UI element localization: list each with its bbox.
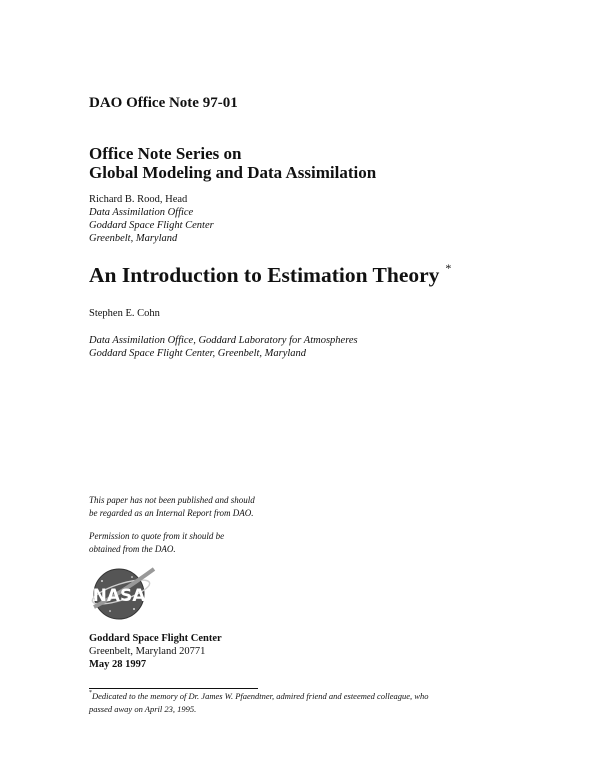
footnote-line1 (89, 691, 428, 701)
notice-line4: obtained from the DAO. (89, 544, 176, 554)
footnote-text-line1: Dedicated to the memory of Dr. James W. Pfaendtner, admired friend and esteemed colleague, who (92, 691, 429, 701)
paper-title (89, 263, 451, 288)
office-center: Goddard Space Flight Center (89, 220, 214, 231)
series-title-line2: Global Modeling and Data Assimilation (89, 163, 377, 182)
affiliation-line1: Data Assimilation Office, Goddard Laboratory for Atmospheres (89, 335, 358, 346)
footer-center-name: Goddard Space Flight Center (89, 633, 222, 644)
nasa-logo-text: NASA (92, 586, 146, 606)
office-head: Richard B. Rood, Head (89, 194, 188, 205)
notice-line2: be regarded as an Internal Report from DAO. (89, 508, 254, 518)
author-name: Stephen E. Cohn (89, 308, 160, 319)
paper-title-text: An Introduction to Estimation Theory (89, 263, 440, 288)
footnote-line2: passed away on April 23, 1995. (89, 704, 197, 714)
notice-line1: This paper has not been published and should (89, 495, 255, 505)
footer-date: May 28 1997 (89, 659, 147, 670)
office-location: Greenbelt, Maryland (89, 233, 178, 244)
title-footnote-mark[interactable]: * (445, 261, 452, 275)
office-name: Data Assimilation Office (89, 207, 194, 218)
office-note-number: DAO Office Note 97-01 (89, 95, 238, 111)
footnote-mark: * (89, 690, 92, 697)
footer-address: Greenbelt, Maryland 20771 (89, 646, 206, 657)
nasa-logo-icon (88, 563, 156, 621)
series-title-line1: Office Note Series on (89, 144, 242, 163)
footnote-divider (89, 688, 258, 689)
notice-line3: Permission to quote from it should be (89, 531, 225, 541)
affiliation-line2: Goddard Space Flight Center, Greenbelt, Maryland (89, 348, 307, 359)
